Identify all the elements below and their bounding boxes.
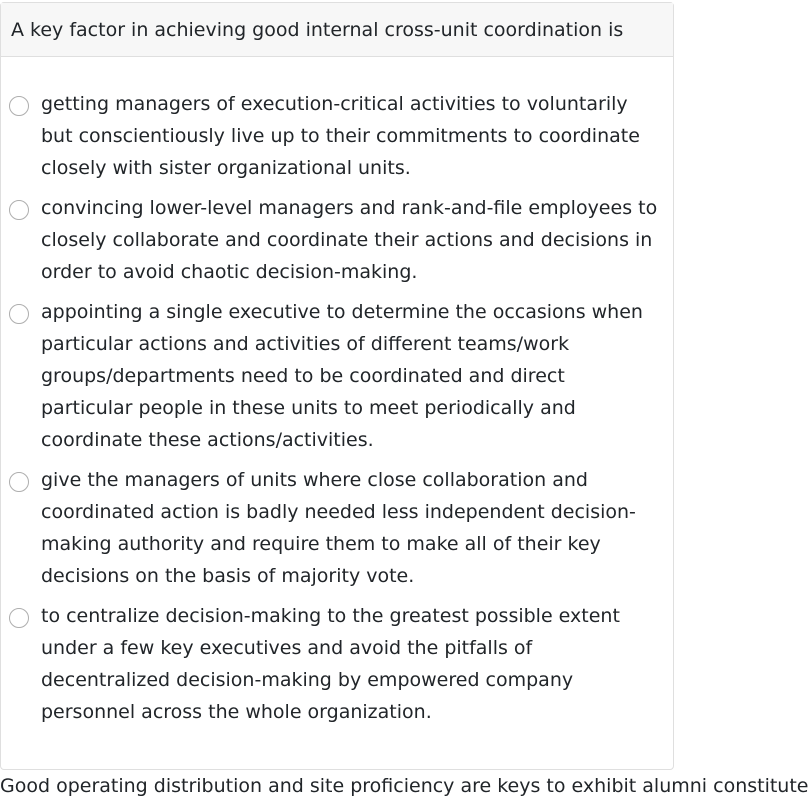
radio-button-icon[interactable] <box>9 200 29 220</box>
answer-option-4[interactable] <box>9 467 659 592</box>
radio-button-icon[interactable] <box>9 96 29 116</box>
radio-button-icon[interactable] <box>9 472 29 492</box>
radio-button-icon[interactable] <box>9 304 29 324</box>
question-prompt: A key factor in achieving good internal cross-unit coordination is <box>1 3 673 57</box>
answer-option-1[interactable] <box>9 91 659 184</box>
answer-option-label: give the managers of units where close collaboration and coordinated action is badly needed less independent decision-making authority and require them to make all of their key decisions on the basis of majority vote. <box>41 469 636 587</box>
answer-option-label: appointing a single executive to determine the occasions when particular actions and activities of different teams/work groups/departments need to be coordinated and direct particular people in these units to meet periodically and coordinate these actions/activities. <box>41 301 643 451</box>
answer-option-3[interactable] <box>9 299 659 456</box>
answer-option-label: to centralize decision-making to the greatest possible extent under a few key executives and avoid the pitfalls of decentralized decision-making by empowered company personnel across the whole organization. <box>41 605 620 723</box>
radio-button-icon[interactable] <box>9 608 29 628</box>
answer-options <box>1 57 673 728</box>
answer-option-5[interactable] <box>9 603 659 728</box>
answer-option-label: getting managers of execution-critical activities to voluntarily but conscientiously live up to their commitments to coordinate closely with sister organizational units. <box>41 93 640 179</box>
question-card <box>0 2 674 770</box>
next-question-peek: Good operating distribution and site proficiency are keys to exhibit alumni constitute <box>0 775 809 797</box>
answer-option-2[interactable] <box>9 195 659 288</box>
answer-option-label: convincing lower-level managers and rank-and-file employees to closely collaborate and coordinate their actions and decisions in order to avoid chaotic decision-making. <box>41 197 658 283</box>
